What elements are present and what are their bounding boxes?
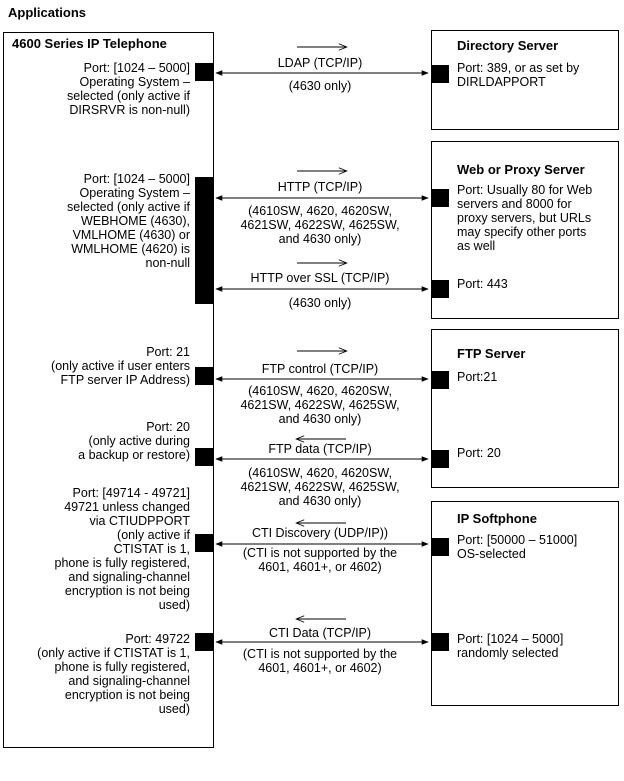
svg-text:4601, 4601+, or 4602): 4601, 4601+, or 4602) [258,661,382,675]
svg-text:encryption is not being: encryption is not being [64,688,190,702]
phone-port-label-6 [37,632,190,716]
connection-cti-discovery [216,523,428,574]
phone-port-label-2 [67,172,191,270]
svg-text:Port: [1024 – 5000]: Port: [1024 – 5000] [83,172,190,186]
ftp-port-square-2 [431,450,449,468]
svg-text:Port: 20: Port: 20 [146,420,190,434]
svg-text:phone is fully registered,: phone is fully registered, [54,660,190,674]
svg-text:FTP server IP Address): FTP server IP Address) [60,373,190,387]
svg-text:Port: [49714 - 49721]: Port: [49714 - 49721] [72,486,190,500]
phone-title: 4600 Series IP Telephone [12,36,167,51]
svg-text:servers and 8000 for: servers and 8000 for [457,197,572,211]
svg-text:CTI Discovery (UDP/IP)): CTI Discovery (UDP/IP)) [251,526,389,540]
svg-text:(CTI is not supported by the: (CTI is not supported by the [242,647,398,661]
svg-text:(CTI is not supported by the: (CTI is not supported by the [242,546,398,560]
svg-text:used): used) [158,598,190,612]
softphone-port-label-2 [457,632,563,660]
svg-text:WMLHOME (4620) is: WMLHOME (4620) is [71,242,190,256]
svg-text:(4610SW, 4620, 4620SW,: (4610SW, 4620, 4620SW, [248,384,392,398]
web-port-square-1 [431,189,449,207]
connection-cti-data [216,619,428,675]
connection-ftp-data [216,439,428,508]
phone-port-label-4 [78,420,190,462]
web-port-square-2 [431,280,449,298]
svg-text:4621SW, 4622SW, 4625SW,: 4621SW, 4622SW, 4625SW, [240,218,400,232]
svg-text:(only active if: (only active if [117,528,190,542]
svg-text:HTTP over SSL (TCP/IP): HTTP over SSL (TCP/IP) [250,271,390,285]
phone-port-square-1 [195,63,213,81]
svg-text:randomly selected: randomly selected [457,646,559,660]
softphone-port-square-1 [431,538,449,556]
svg-text:Port: 49722: Port: 49722 [125,632,190,646]
ftp-port-label-2: Port: 20 [457,446,501,460]
svg-text:VMLHOME (4630) or: VMLHOME (4630) or [72,228,190,242]
svg-text:CTI Data (TCP/IP): CTI Data (TCP/IP) [268,626,372,640]
ip-softphone-title: IP Softphone [457,511,537,526]
svg-text:Port: Usually 80 for Web: Port: Usually 80 for Web [457,183,593,197]
svg-text:via CTIUDPPORT: via CTIUDPPORT [89,514,190,528]
svg-text:4621SW, 4622SW, 4625SW,: 4621SW, 4622SW, 4625SW, [240,480,400,494]
svg-text:(4630 only): (4630 only) [288,296,352,310]
ftp-server-title: FTP Server [457,346,526,361]
phone-port-label-3 [51,345,190,387]
web-proxy-server-title: Web or Proxy Server [457,162,585,177]
svg-text:may specify other ports: may specify other ports [457,225,587,239]
directory-server-title: Directory Server [457,38,559,53]
phone-port-square-4 [195,448,213,466]
svg-text:HTTP (TCP/IP): HTTP (TCP/IP) [277,180,363,194]
svg-text:and signaling-channel: and signaling-channel [68,674,190,688]
connection-ftp-control [216,351,428,426]
directory-port-square [431,65,449,83]
svg-text:DIRSRVR is non-null): DIRSRVR is non-null) [69,103,190,117]
svg-text:encryption is not being: encryption is not being [64,584,190,598]
svg-text:Port: [1024 – 5000]: Port: [1024 – 5000] [457,632,564,646]
softphone-port-square-2 [431,633,449,651]
svg-text:selected (only active if: selected (only active if [67,89,190,103]
svg-text:Operating System –: Operating System – [79,186,190,200]
svg-text:WEBHOME (4630),: WEBHOME (4630), [80,214,190,228]
svg-text:OS-selected: OS-selected [457,547,526,561]
connection-ldap [216,47,428,93]
softphone-port-label-1 [457,533,577,561]
svg-text:(only active if CTISTAT is 1,: (only active if CTISTAT is 1, [37,646,190,660]
svg-text:4601, 4601+, or 4602): 4601, 4601+, or 4602) [258,560,382,574]
svg-text:and signaling-channel: and signaling-channel [68,570,190,584]
svg-text:Port: 389, or as set by: Port: 389, or as set by [457,61,580,75]
connection-https [216,263,428,310]
svg-text:and 4630 only): and 4630 only) [278,494,362,508]
svg-text:and 4630 only): and 4630 only) [278,412,362,426]
svg-text:phone is fully registered,: phone is fully registered, [54,556,190,570]
svg-text:LDAP (TCP/IP): LDAP (TCP/IP) [277,56,363,70]
svg-text:(only active during: (only active during [88,434,190,448]
directory-port-label [457,61,580,89]
svg-text:DIRLDAPPORT: DIRLDAPPORT [457,75,546,89]
svg-text:4621SW, 4622SW, 4625SW,: 4621SW, 4622SW, 4625SW, [240,398,400,412]
svg-text:(only active if user enters: (only active if user enters [51,359,190,373]
svg-text:a backup or restore): a backup or restore) [78,448,190,462]
connection-http [216,171,428,246]
phone-port-square-3 [195,367,213,385]
svg-text:non-null: non-null [145,256,190,270]
phone-port-square-6 [195,633,213,651]
phone-port-label-1 [67,61,191,117]
web-port-label-2: Port: 443 [457,277,508,291]
phone-port-bar-2 [195,177,213,304]
svg-text:Port: [50000 – 51000]: Port: [50000 – 51000] [457,533,578,547]
svg-text:proxy servers, but URLs: proxy servers, but URLs [457,211,592,225]
section-title: Applications [8,5,87,20]
svg-text:Operating System –: Operating System – [79,75,190,89]
svg-text:Port: 21: Port: 21 [146,345,190,359]
web-port-label-1 [457,183,592,253]
svg-text:selected (only active if: selected (only active if [67,200,190,214]
svg-text:(4630 only): (4630 only) [288,79,352,93]
svg-text:FTP control (TCP/IP): FTP control (TCP/IP) [261,362,379,376]
svg-text:and 4630 only): and 4630 only) [278,232,362,246]
ftp-port-square-1 [431,371,449,389]
phone-port-label-5 [55,486,191,612]
svg-text:as well: as well [457,239,496,253]
svg-text:(4610SW, 4620, 4620SW,: (4610SW, 4620, 4620SW, [248,204,392,218]
phone-port-square-5 [195,534,213,552]
svg-text:used): used) [158,702,190,716]
ftp-port-label-1: Port:21 [457,370,498,384]
svg-text:(4610SW, 4620, 4620SW,: (4610SW, 4620, 4620SW, [248,466,392,480]
svg-text:Port: [1024 – 5000]: Port: [1024 – 5000] [83,61,190,75]
svg-text:FTP data (TCP/IP): FTP data (TCP/IP) [268,442,372,456]
svg-text:49721 unless changed: 49721 unless changed [64,500,190,514]
svg-text:CTISTAT is 1,: CTISTAT is 1, [113,542,190,556]
